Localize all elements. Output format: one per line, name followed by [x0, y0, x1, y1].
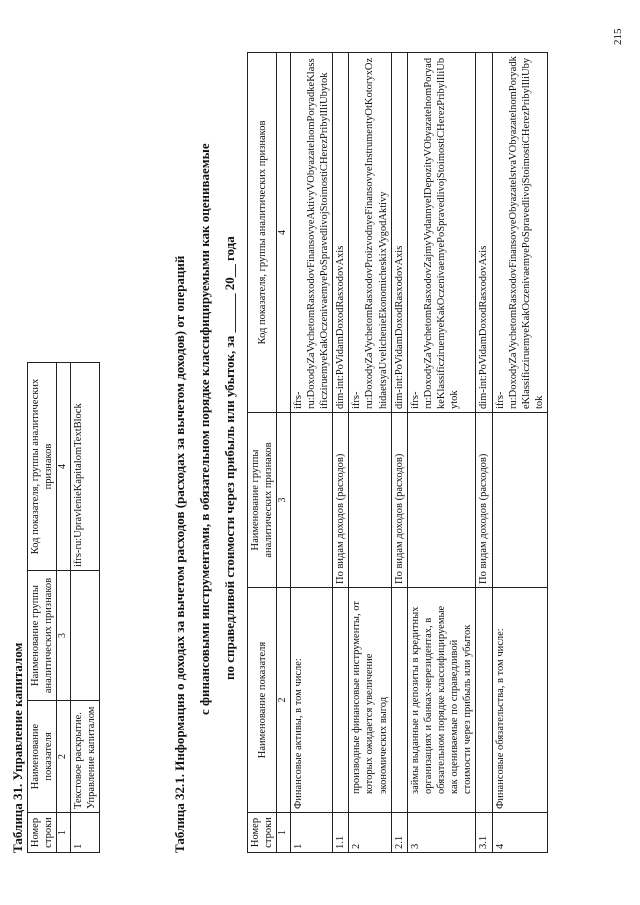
col-number: 2 [57, 701, 71, 813]
indicator-name: займы выданные и депозиты в кредитных организациях и банках-нерезидентах, в обязательном порядке классифицируемые как оцениваемые по справедливой стоимости через прибыль или убыток [407, 588, 476, 813]
header-group-name: Наименование группы аналитических признаков [28, 571, 57, 701]
table32-title-line3: по справедливой стоимости через прибыль или убыток, за ______ 20__ года [222, 236, 237, 680]
row-number: 1 [290, 813, 332, 853]
indicator-code: ifrs-ru:DoxodyZaVychetomRasxodovFinansovyeObyazatelstvaVObyazatelnomPoryadkeKlassificziruemyeKakOczenivaemyePoSpravedlivojStoimostiCHerezPribylIliUbytok [492, 53, 548, 413]
group-name [349, 413, 391, 588]
group-name [492, 413, 548, 588]
table32-title-line1: Таблица 32.1. Информация о доходах за вычетом расходов (расходах за вычетом доходов) от операций [172, 255, 187, 853]
table32-header-row [248, 53, 277, 853]
indicator-name: Финансовые активы, в том числе: [290, 588, 332, 813]
table32-title-line2: с финансовыми инструментами, в обязательном порядке классифицируемыми как оцениваемые [197, 143, 212, 715]
indicator-name: производные финансовые инструменты, от которых ожидается увеличение экономических выгод [349, 588, 391, 813]
header-row-number: Номер строки [248, 813, 277, 853]
header-indicator-name: Наименование показателя [248, 588, 277, 813]
group-name [407, 413, 476, 588]
group-name: По видам доходов (расходов) [476, 413, 492, 588]
page-number: 215 [612, 28, 624, 45]
col-number: 3 [57, 571, 71, 701]
table-row [290, 53, 332, 853]
indicator-code: ifrs-ru:DoxodyZaVychetomRasxodovFinansovyeAktivyVObyazatelnomPoryadkeKlassificziruemyeKakOczenivaemyePoSpravedlivojStoimostiCHerezPribylIliUbytok [290, 53, 332, 413]
table-row [70, 363, 99, 853]
header-group-name: Наименование группы аналитических признаков [248, 413, 277, 588]
indicator-name [476, 588, 492, 813]
row-number: 2.1 [391, 813, 407, 853]
table-row [476, 53, 492, 853]
table-row [391, 53, 407, 853]
table31-column-numbers [57, 363, 71, 853]
table-row [407, 53, 476, 853]
col-number: 1 [277, 813, 291, 853]
table32-column-numbers [277, 53, 291, 853]
table31 [27, 362, 100, 853]
row-number: 1 [70, 813, 99, 853]
indicator-code: dim-int:PoVidamDoxodRasxodovAxis [476, 53, 492, 413]
indicator-code: ifrs-ru:DoxodyZaVychetomRasxodovZajmyVydannyeIDepozityVObyazatelnomPoryadkeKlassificziruemyeKakOczenivaemyePoSpravedlivojStoimostiCHerezPribylIliUbytok [407, 53, 476, 413]
indicator-name: Финансовые обязательства, в том числе: [492, 588, 548, 813]
header-code: Код показателя, группы аналитических признаков [248, 53, 277, 413]
col-number: 3 [277, 413, 291, 588]
group-name [290, 413, 332, 588]
row-number: 4 [492, 813, 548, 853]
col-number: 2 [277, 588, 291, 813]
indicator-code: dim-int:PoVidamDoxodRasxodovAxis [391, 53, 407, 413]
header-row-number: Номер строки [28, 813, 57, 853]
header-indicator-name: Наименование показателя [28, 701, 57, 813]
group-name [70, 571, 99, 701]
indicator-code: ifrs-ru:DoxodyZaVychetomRasxodovProizvodnyeFinansovyeInstrumentyOtKotoryxOzhidaetsyaUvelichenieEkonomicheskixVygodAktivy [349, 53, 391, 413]
table-row [349, 53, 391, 853]
col-number: 4 [277, 53, 291, 413]
table32 [247, 52, 548, 853]
table-row [492, 53, 548, 853]
indicator-code: dim-int:PoVidamDoxodRasxodovAxis [333, 53, 349, 413]
col-number: 1 [57, 813, 71, 853]
indicator-name [333, 588, 349, 813]
indicator-code: ifrs-ru:UpravlenieKapitalomTextBlock [70, 363, 99, 571]
indicator-name: Текстовое раскрытие. Управление капиталом [70, 701, 99, 813]
table31-title: Таблица 31. Управление капиталом [10, 642, 25, 853]
group-name: По видам доходов (расходов) [391, 413, 407, 588]
table31-header-row [28, 363, 57, 853]
row-number: 3.1 [476, 813, 492, 853]
group-name: По видам доходов (расходов) [333, 413, 349, 588]
row-number: 2 [349, 813, 391, 853]
row-number: 3 [407, 813, 476, 853]
col-number: 4 [57, 363, 71, 571]
indicator-name [391, 588, 407, 813]
row-number: 1.1 [333, 813, 349, 853]
header-code: Код показателя, группы аналитических признаков [28, 363, 57, 571]
table-row [333, 53, 349, 853]
